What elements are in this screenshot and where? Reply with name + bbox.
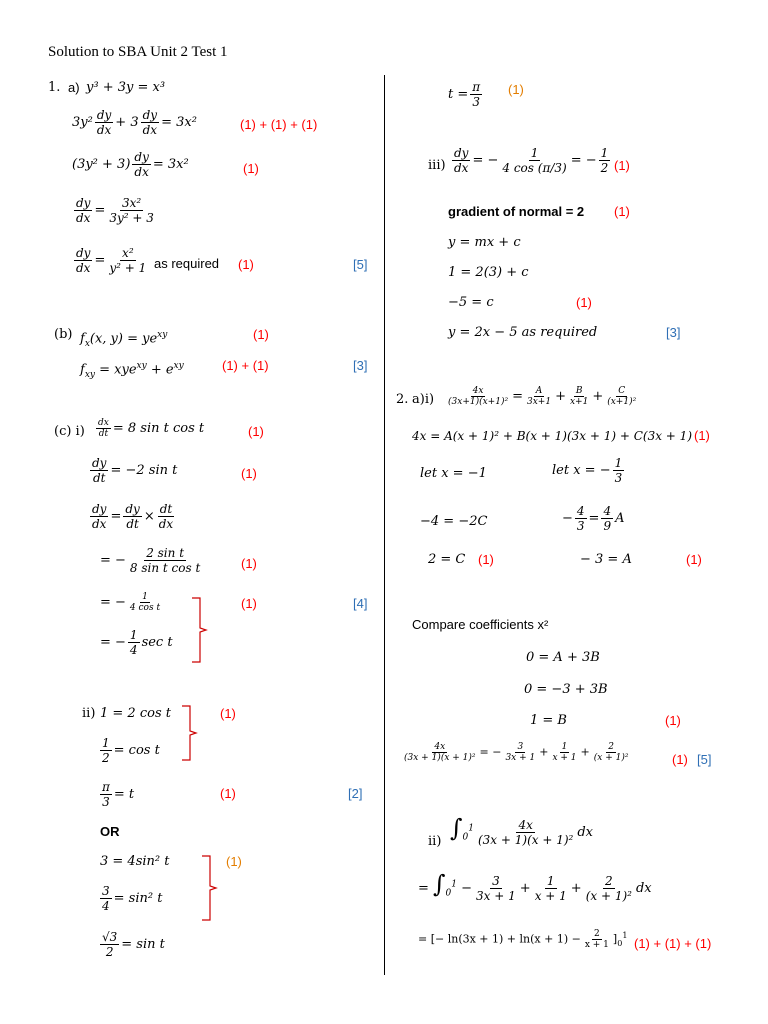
q1c-total: [4]	[353, 596, 368, 611]
q1b-total: [3]	[353, 358, 368, 373]
q1a-line4-marks: (1)	[238, 257, 254, 272]
r-iii-label: iii)	[428, 158, 446, 173]
q1c-ii-eq2: $\frac{1}{2}$ = cos t	[102, 736, 160, 765]
q1a-total: [5]	[353, 257, 368, 272]
r-line3: −5 = c	[448, 295, 494, 310]
q2-pf-total: [5]	[697, 752, 712, 767]
q1a-label: a)	[68, 80, 80, 95]
q1a-line4-suffix: as required	[154, 256, 220, 271]
q1c-eq2-marks: (1)	[241, 466, 257, 481]
q2-pf-template: $\frac{4x}{\text{(3x+1)(x+1)²}}$ = $\frac{A}{3x+1}$ + $\frac{B}{x+1}$ + $\frac{C}{\text{(x+1)²}}$	[448, 386, 637, 407]
q1c-ii-eq1-marks: (1)	[220, 706, 236, 721]
q1c-ii-eq1: 1 = 2 cos t	[100, 706, 171, 721]
q1b-fxy-marks: (1) + (1)	[222, 358, 269, 373]
brace-bracket	[190, 596, 212, 664]
q1c-alt-marks: (1)	[226, 854, 242, 869]
q1c-eq3: $\frac{dy}{dx}$ = $\frac{dy}{dt}$ × $\frac{dt}{dx}$	[92, 502, 174, 531]
q1c-ii-label: ii)	[82, 706, 96, 721]
q1c-label: (c) i)	[54, 424, 85, 439]
q1b-fxy: $f_{xy} = xye^{xy} + e^{xy}$	[80, 361, 184, 380]
q2-let2: let x = − $\frac{1}{3}$	[552, 456, 623, 485]
q1c-alt-eq2-rhs: = sin² t	[113, 891, 163, 906]
q1a-line4: $\frac{dy}{dx}$ = $\frac{\text{x²}}{\text{y² + 1}}$	[76, 246, 147, 275]
q2-partial-fractions: $\frac{4x}{\text{(3x + 1)(x + 1)²}}$ = − $\frac{3}{3x + 1}$ + $\frac{1}{x + 1}$ + $\frac{2}{\text{(x + 1)²}}$	[404, 742, 629, 763]
q1c-eq4-marks: (1)	[241, 556, 257, 571]
r-t-marks: (1)	[508, 82, 524, 97]
q1c-eq5: = − $\frac{1}{\text{4 cos t}}$	[100, 592, 161, 613]
q1c-alt-eq1: 3 = 4sin² t	[100, 854, 170, 869]
q2-integral-3: = [− ln(3x + 1) + ln(x + 1) − $\frac{2}{x + 1}$ ]$_0^1$	[418, 929, 628, 951]
q1a-line2: (3y² + 3) $\frac{dy}{dx}$ = 3x²	[72, 150, 189, 179]
q1c-eq6-sec: sec t	[141, 635, 173, 650]
brace-bracket	[180, 704, 202, 762]
q1a-given: y³ + 3y = x³	[86, 80, 166, 95]
q1c-eq4: = − $\frac{\text{2 sin t}}{\text{8 sin t cos t}}$	[100, 546, 201, 575]
q1b-fx-marks: (1)	[253, 327, 269, 342]
q1c-alt-eq2: $\frac{3}{4}$ = sin² t	[102, 884, 163, 913]
q2-integral: $\int_0^1$ $\frac{4x}{\text{(3x + 1)(x + 1)²}}$ dx	[450, 814, 593, 847]
q1c-eq1-rhs: = 8 sin t cos t	[112, 421, 205, 436]
r-line2: 1 = 2(3) + c	[448, 265, 529, 280]
question-2-number: 2.	[396, 392, 409, 407]
q2-identity: 4x = A(x + 1)² + B(x + 1)(3x + 1) + C(3x + 1)	[412, 429, 692, 443]
r-iii-eq: $\frac{dy}{dx}$ = − $\frac{1}{4 \cos (\pi/3)}$ = − $\frac{1}{2}$	[454, 146, 609, 175]
q2-r2: 2 = C	[428, 552, 466, 567]
q2-ii-label: ii)	[428, 834, 442, 849]
column-divider	[384, 75, 385, 975]
r-line1: y = mx + c	[448, 235, 521, 250]
page-title: Solution to SBA Unit 2 Test 1	[48, 44, 228, 60]
q1c-alt-eq3-rhs: = sin t	[121, 937, 165, 952]
q2-let1: let x = −1	[420, 466, 487, 481]
q2-let2-text: let x = −	[552, 463, 611, 478]
q1b-fx: $f_x(x$, $y) = ye^{xy}$	[80, 330, 168, 349]
q1c-ii-eq2-rhs: = cos t	[113, 743, 160, 758]
q1b-label: (b)	[54, 327, 73, 342]
q1c-alt-eq3: $\frac{√3}{2}$ = sin t	[102, 930, 165, 959]
q2-r2-marks: (1)	[478, 552, 494, 567]
r-t-eq: t = $\frac{\pi}{3}$	[448, 80, 481, 109]
q1c-ii-eq3-marks: (1)	[220, 786, 236, 801]
q2-compare: Compare coefficients x²	[412, 617, 549, 632]
q2-integral-marks: (1) + (1) + (1)	[634, 936, 712, 951]
q1c-eq1-marks: (1)	[248, 424, 264, 439]
q2-r1b: − $\frac{4}{3}$ = $\frac{4}{9}$ A	[562, 504, 625, 533]
q2-integral-2: = $\int_0^1$ − $\frac{3}{3x + 1}$ + $\frac{1}{x + 1}$ + $\frac{2}{\text{(x + 1)²}}$ dx	[418, 870, 652, 903]
q1c-eq1: $\frac{dx}{dt}$ = 8 sin t cos t	[98, 418, 205, 439]
q2-c3: 1 = B	[530, 713, 567, 728]
q1a-line1-marks: (1) + (1) + (1)	[240, 117, 318, 132]
q2-r1: −4 = −2C	[420, 514, 488, 529]
q1c-eq6: = − $\frac{1}{4}$ sec t	[100, 628, 173, 657]
q1a-line1: 3y² $\frac{dy}{dx}$ + 3 $\frac{dy}{dx}$ = 3x²	[72, 108, 197, 137]
r-normal-marks: (1)	[614, 204, 630, 219]
q1c-eq2-rhs: = −2 sin t	[110, 463, 178, 478]
q2-c1: 0 = A + 3B	[526, 650, 600, 665]
brace-bracket	[200, 854, 222, 922]
r-line4: y = 2x − 5 as required	[448, 325, 598, 340]
q1c-eq5-marks: (1)	[241, 596, 257, 611]
q2-pf-marks: (1)	[672, 752, 688, 767]
q2-r3-marks: (1)	[686, 552, 702, 567]
q2-c3-marks: (1)	[665, 713, 681, 728]
q1c-ii-eq3: $\frac{\pi}{3}$ = t	[102, 780, 135, 809]
q2-identity-marks: (1)	[694, 428, 710, 443]
r-iii-marks: (1)	[614, 158, 630, 173]
or-label: OR	[100, 824, 120, 839]
question-1-number: 1.	[48, 80, 61, 95]
q2-r3: − 3 = A	[580, 552, 632, 567]
q2-c2: 0 = −3 + 3B	[524, 682, 608, 697]
r-total: [3]	[666, 325, 681, 340]
r-normal: gradient of normal = 2	[448, 204, 585, 219]
q1a-line3: $\frac{dy}{dx}$ = $\frac{\text{3x²}}{\text{3y² + 3}}$	[76, 196, 154, 225]
q1c-eq2: $\frac{dy}{dt}$ = −2 sin t	[92, 456, 178, 485]
q1c-ii-total: [2]	[348, 786, 363, 801]
r-line3-marks: (1)	[576, 295, 592, 310]
q1a-line2-marks: (1)	[243, 161, 259, 176]
q2a-label: a)i)	[412, 392, 435, 407]
